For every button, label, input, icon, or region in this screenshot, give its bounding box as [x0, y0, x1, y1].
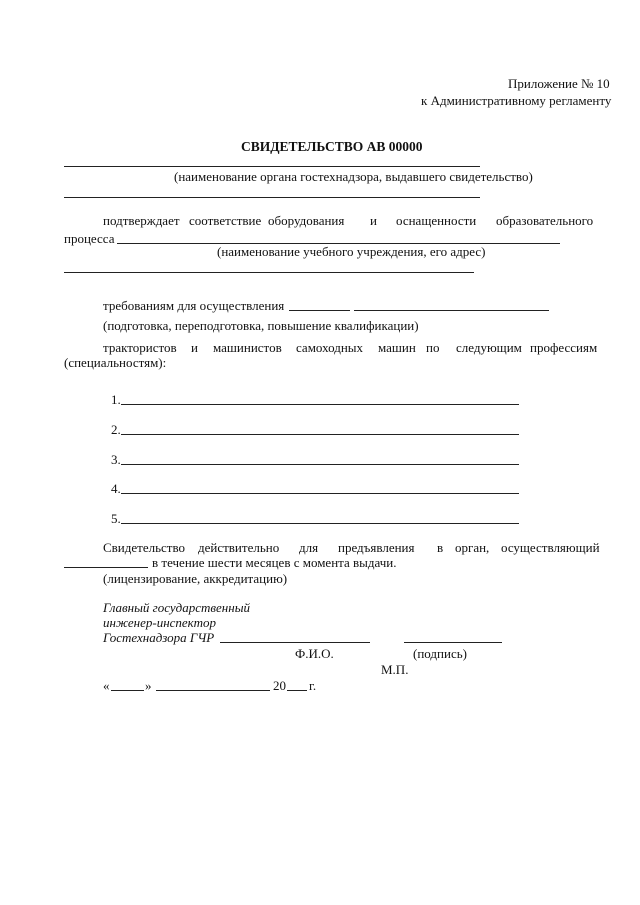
profession-number-2: 2.: [111, 422, 121, 437]
sign-caption: (подпись): [413, 646, 467, 661]
date-year-line: [287, 690, 307, 691]
profession-line-1: [121, 404, 519, 405]
regulation-reference: к Административному регламенту: [421, 93, 612, 108]
signature-title-2: инженер-инспектор: [103, 615, 216, 630]
sign-line: [404, 642, 502, 643]
date-close-quote: »: [145, 678, 152, 693]
requirements-line-b: [354, 310, 549, 311]
date-month-line: [156, 690, 270, 691]
confirm-word-5: оснащенности: [396, 213, 477, 228]
stamp-place: М.П.: [381, 662, 409, 677]
date-year-suffix: г.: [309, 678, 317, 693]
operators-word-6: по: [426, 340, 440, 355]
validity-word-7: осуществляющий: [501, 540, 600, 555]
profession-number-4: 4.: [111, 481, 121, 496]
confirm-word-3: оборудования: [268, 213, 345, 228]
profession-line-3: [121, 464, 519, 465]
date-day-line: [111, 690, 144, 691]
profession-number-5: 5.: [111, 511, 121, 526]
validity-word-5: в: [437, 540, 444, 555]
operators-line-2: (специальностям):: [64, 355, 167, 370]
appendix-number: Приложение № 10: [508, 76, 610, 91]
issuer-line-1: [64, 166, 480, 167]
process-label: процесса: [64, 231, 115, 246]
validity-blank-line: [64, 567, 148, 568]
profession-line-2: [121, 434, 519, 435]
operators-word-2: и: [191, 340, 198, 355]
operators-word-3: машинистов: [213, 340, 282, 355]
requirements-label: требованиям для осуществления: [103, 298, 285, 313]
validity-line-3: (лицензирование, аккредитацию): [103, 571, 288, 586]
profession-number-1: 1.: [111, 392, 121, 407]
operators-word-5: машин: [378, 340, 416, 355]
requirements-caption: (подготовка, переподготовка, повышение квалификации): [103, 318, 419, 333]
validity-word-1: Свидетельство: [103, 540, 186, 555]
validity-line-2: в течение шести месяцев с момента выдачи.: [152, 555, 397, 570]
confirm-word-6: образовательного: [496, 213, 594, 228]
validity-word-2: действительно: [198, 540, 280, 555]
institution-caption: (наименование учебного учреждения, его адрес): [217, 244, 486, 259]
profession-line-5: [121, 523, 519, 524]
operators-word-7: следующим: [456, 340, 522, 355]
fio-line: [220, 642, 370, 643]
confirm-word-2: соответствие: [189, 213, 262, 228]
confirm-word-1: подтверждает: [103, 213, 180, 228]
operators-word-1: трактористов: [103, 340, 177, 355]
validity-word-4: предъявления: [338, 540, 415, 555]
certificate-title: СВИДЕТЕЛЬСТВО АВ 00000: [241, 139, 423, 154]
operators-word-8: профессиям: [530, 340, 598, 355]
signature-title-1: Главный государственный: [103, 600, 251, 615]
operators-word-4: самоходных: [296, 340, 364, 355]
signature-title-3: Гостехнадзора ГЧР: [103, 630, 215, 645]
date-year-prefix: 20: [273, 678, 286, 693]
issuer-line-2: [64, 197, 480, 198]
validity-word-6: орган,: [455, 540, 490, 555]
validity-word-3: для: [299, 540, 319, 555]
fio-caption: Ф.И.О.: [295, 646, 334, 661]
confirm-word-4: и: [370, 213, 377, 228]
issuer-caption: (наименование органа гостехнадзора, выдавшего свидетельство): [174, 169, 533, 184]
profession-number-3: 3.: [111, 452, 121, 467]
institution-line-2: [64, 272, 474, 273]
requirements-line-a: [289, 310, 350, 311]
date-open-quote: «: [103, 678, 110, 693]
profession-line-4: [121, 493, 519, 494]
